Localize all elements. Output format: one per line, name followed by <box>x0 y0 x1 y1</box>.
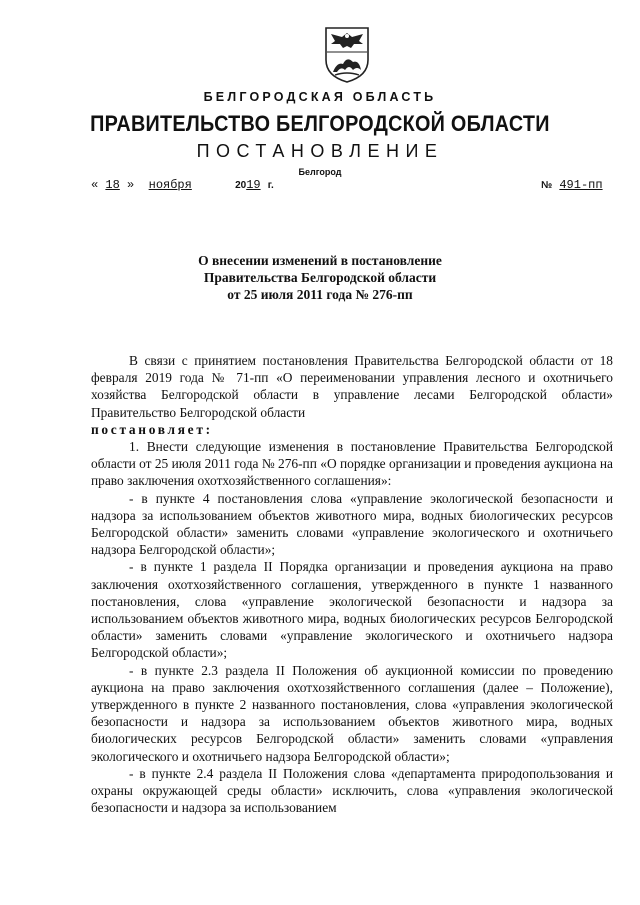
document-type: ПОСТАНОВЛЕНИЕ <box>196 141 444 161</box>
date-close-quote: » <box>127 178 135 192</box>
document-body <box>91 352 613 816</box>
document-title <box>0 252 640 303</box>
paragraph-amendment-4: - в пункте 2.4 раздела II Положения слова «департамента природопользования и охраны окружающей среды области» исключить, слова «управления экологической безопасности и надзора за использованием <box>91 765 613 816</box>
title-line-1: О внесении изменений в постановление <box>198 253 442 268</box>
date-day: 18 <box>105 178 120 192</box>
resolves-heading: постановляет: <box>91 421 213 437</box>
date-open-quote: « <box>91 178 99 192</box>
title-line-2: Правительства Белгородской области <box>203 270 437 285</box>
title-line-3: от 25 июля 2011 года № 276-пп <box>227 287 413 302</box>
document-date <box>91 178 274 192</box>
paragraph-amendment-3: - в пункте 2.3 раздела II Положения об аукционной комиссии по проведению аукциона на право заключения охотхозяйственного соглашения (далее – Положение), утвержденного в пункте 2 названного постановления, слова «управления экологической безопасности и надзора за использованием объектов животного мира, водных биологических ресурсов Белгородской области» заменить словами «управления экологического и охотничьего надзора Белгородской области»; <box>91 662 613 764</box>
paragraph-amendment-1: - в пункте 4 постановления слова «управление экологической безопасности и надзора за использованием объектов животного мира, водных биологических ресурсов Белгородской области» заменить словами «управление экологического и охотничьего надзора Белгородской области»; <box>91 490 613 558</box>
date-month: ноября <box>148 178 192 192</box>
paragraph-amendment-2: - в пункте 1 раздела II Порядка организации и проведения аукциона на право заключения охотхозяйственного соглашения, утвержденного в пункте 1 названного постановления, слова «управление экологической безопасности и надзора за использованием объектов животного мира, водных биологических ресурсов Белгородской области» заменить словами «управление экологического и охотничьего надзора Белгородской области»; <box>91 559 613 661</box>
date-year-mark: г. <box>267 180 274 191</box>
region-name: БЕЛГОРОДСКАЯ ОБЛАСТЬ <box>203 90 437 104</box>
government-name: ПРАВИТЕЛЬСТВО БЕЛГОРОДСКОЙ ОБЛАСТИ <box>90 111 550 136</box>
date-year-prefix: 20 <box>235 180 247 191</box>
city-name: Белгород <box>298 167 342 177</box>
date-year-suffix: 19 <box>246 178 261 192</box>
coat-of-arms-icon <box>323 26 371 84</box>
number-sign: № <box>541 180 553 191</box>
paragraph-item-1: 1. Внести следующие изменения в постановление Правительства Белгородской области от 25 июля 2011 года № 276-пп «О порядке организации и проведения аукциона на право заключения охотхозяйственного соглашения»: <box>91 439 613 489</box>
number-value: 491-пп <box>559 178 603 192</box>
document-number <box>541 178 603 192</box>
paragraph-preamble: В связи с принятием постановления Правительства Белгородской области от 18 февраля 2019 года № 71-пп «О переименовании управления лесного и охотничьего хозяйства Белгородской области в управление лесами Белгородской области» Правительство Белгородской области <box>91 353 613 420</box>
